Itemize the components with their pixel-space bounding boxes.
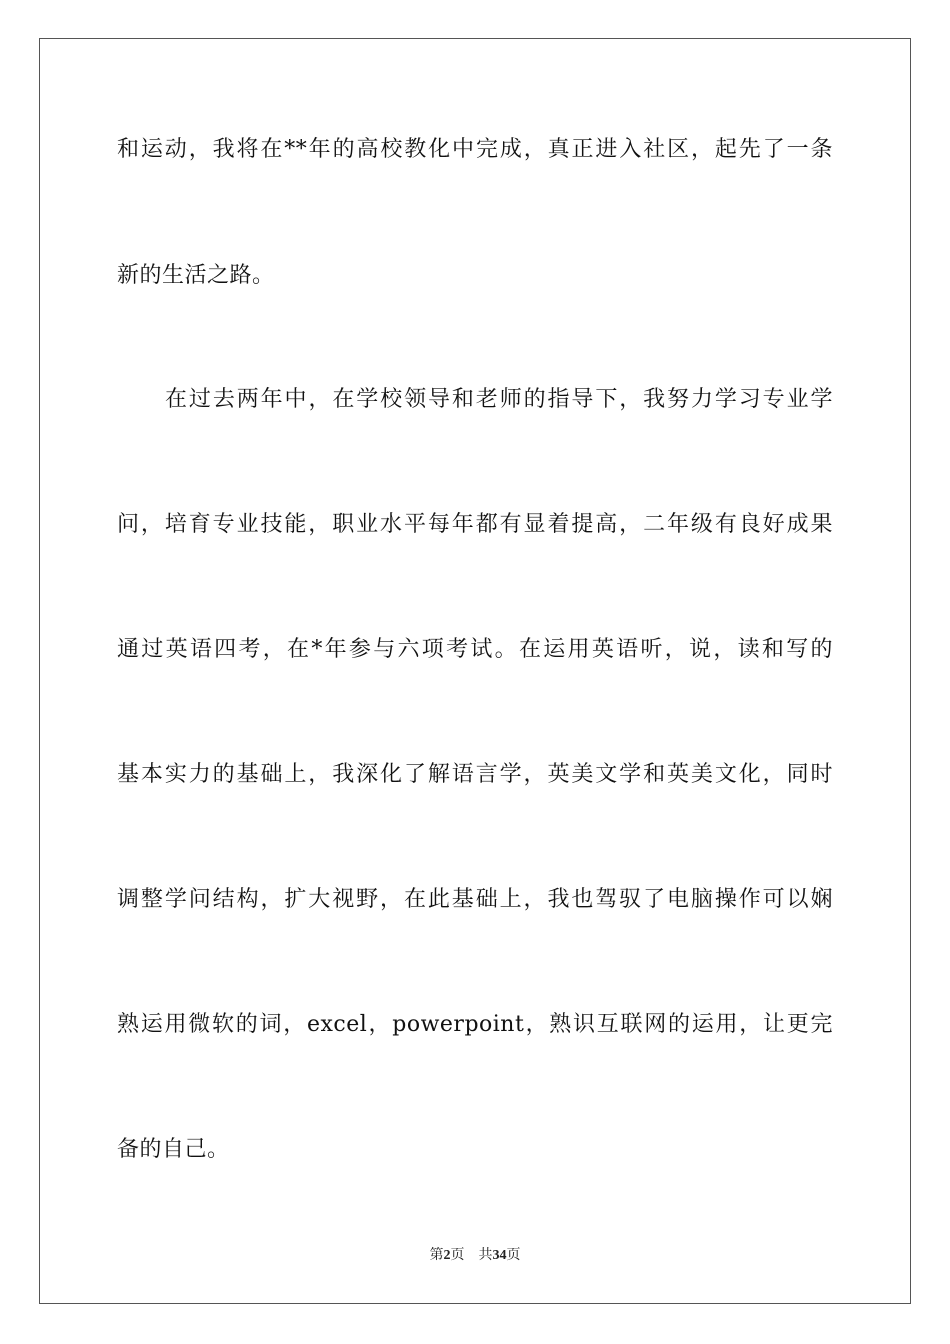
text-line-4: 问，培育专业技能，职业水平每年都有显着提高，二年级有良好成果	[117, 512, 833, 537]
text-line-6: 基本实力的基础上，我深化了解语言学，英美文学和英美文化，同时	[117, 762, 833, 787]
page-frame	[39, 38, 911, 1304]
text-line-5: 通过英语四考，在*年参与六项考试。在运用英语听，说，读和写的	[117, 637, 833, 662]
text-line-1: 和运动，我将在**年的高校教化中完成，真正进入社区，起先了一条	[117, 137, 833, 162]
text-line-8: 熟运用微软的词，excel，powerpoint，熟识互联网的运用，让更完	[117, 1012, 833, 1037]
text-line-9: 备的自己。	[117, 1137, 230, 1162]
total-pages-label: 共34页	[478, 1248, 521, 1263]
text-line-2: 新的生活之路。	[117, 263, 275, 288]
text-line-7: 调整学问结构，扩大视野，在此基础上，我也驾驭了电脑操作可以娴	[117, 887, 833, 912]
text-line-3: 在过去两年中，在学校领导和老师的指导下，我努力学习专业学	[165, 387, 833, 412]
page-number-label: 第2页	[429, 1248, 465, 1263]
page-footer	[0, 1247, 950, 1265]
